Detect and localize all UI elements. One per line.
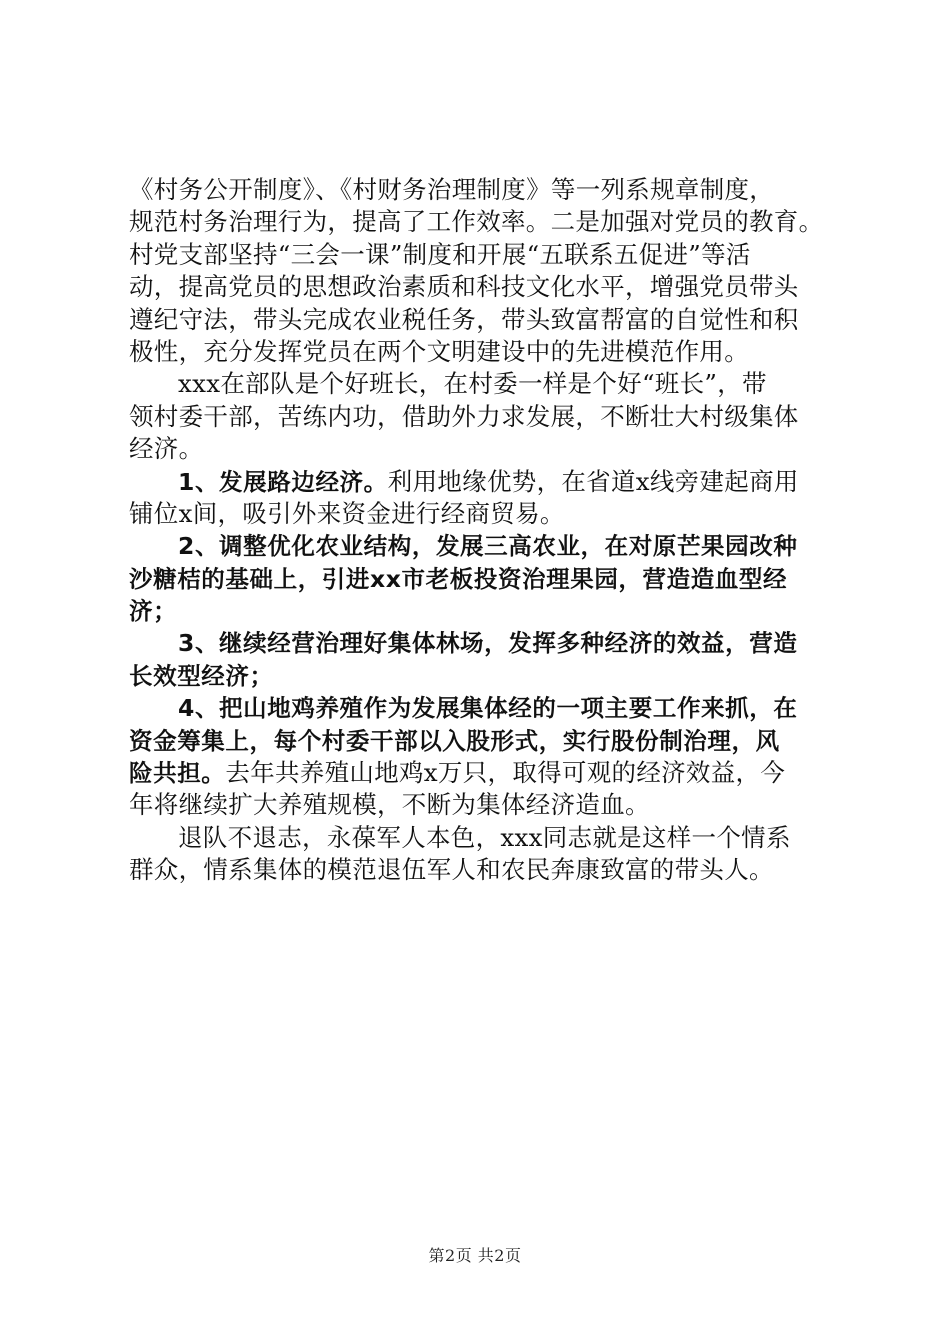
body-line: 经济。: [129, 434, 204, 464]
list-item-4-line: 资金筹集上，每个村委干部以入股形式，实行股份制治理，风: [129, 726, 780, 755]
body-line: 动，提高党员的思想政治素质和科技文化水平，增强党员带头: [129, 272, 799, 302]
list-item-2-line: 沙糖桔的基础上，引进xx市老板投资治理果园，营造造血型经: [129, 564, 788, 593]
list-item-4-line: [129, 757, 829, 789]
list-item-1-text: 利用地缘优势，在省道x线旁建起商用: [387, 466, 799, 496]
page-number-footer: 第2页 共2页: [428, 1246, 522, 1265]
list-item-3-line: 3、继续经营治理好集体林场，发挥多种经济的效益，营造: [178, 629, 798, 658]
body-line: 年将继续扩大养殖规模，不断为集体经济造血。: [129, 790, 650, 820]
list-item-4-line: 4、把山地鸡养殖作为发展集体经的一项主要工作来抓，在: [178, 694, 798, 723]
list-item-4-bold-end: 险共担。: [129, 759, 226, 788]
paragraph-start-line: xxx在部队是个好班长，在村委一样是个好“班长”，带: [178, 369, 767, 399]
body-line: 极性，充分发挥党员在两个文明建设中的先进模范作用。: [129, 336, 749, 366]
body-line: 规范村务治理行为，提高了工作效率。二是加强对党员的教育。: [129, 207, 824, 237]
list-item-3-line: 长效型经济；: [129, 661, 274, 690]
list-item-1-line: [129, 466, 829, 498]
list-item-4-text: 去年共养殖山地鸡x万只，取得可观的经济效益，今: [225, 758, 786, 788]
list-item-2-line: 2、调整优化农业结构，发展三高农业，在对原芒果园改种: [178, 532, 798, 561]
document-body: [129, 174, 829, 887]
list-item-1-heading: 1、发展路边经济。: [178, 467, 388, 496]
body-line: 遵纪守法，带头完成农业税任务，带头致富帮富的自觉性和积: [129, 304, 799, 334]
body-line: 领村委干部，苦练内功，借助外力求发展，不断壮大村级集体: [129, 401, 799, 431]
list-item-2-line: 济；: [129, 597, 178, 626]
paragraph-start-line: 退队不退志，永葆军人本色，xxx同志就是这样一个情系: [178, 822, 791, 852]
body-line: 村党支部坚持“三会一课”制度和开展“五联系五促进”等活: [129, 239, 751, 269]
body-line: 铺位x间，吸引外来资金进行经商贸易。: [129, 498, 565, 528]
body-line: 群众，情系集体的模范退伍军人和农民奔康致富的带头人。: [129, 855, 774, 885]
body-line: 《村务公开制度》、《村财务治理制度》等一列系规章制度，: [129, 175, 775, 204]
